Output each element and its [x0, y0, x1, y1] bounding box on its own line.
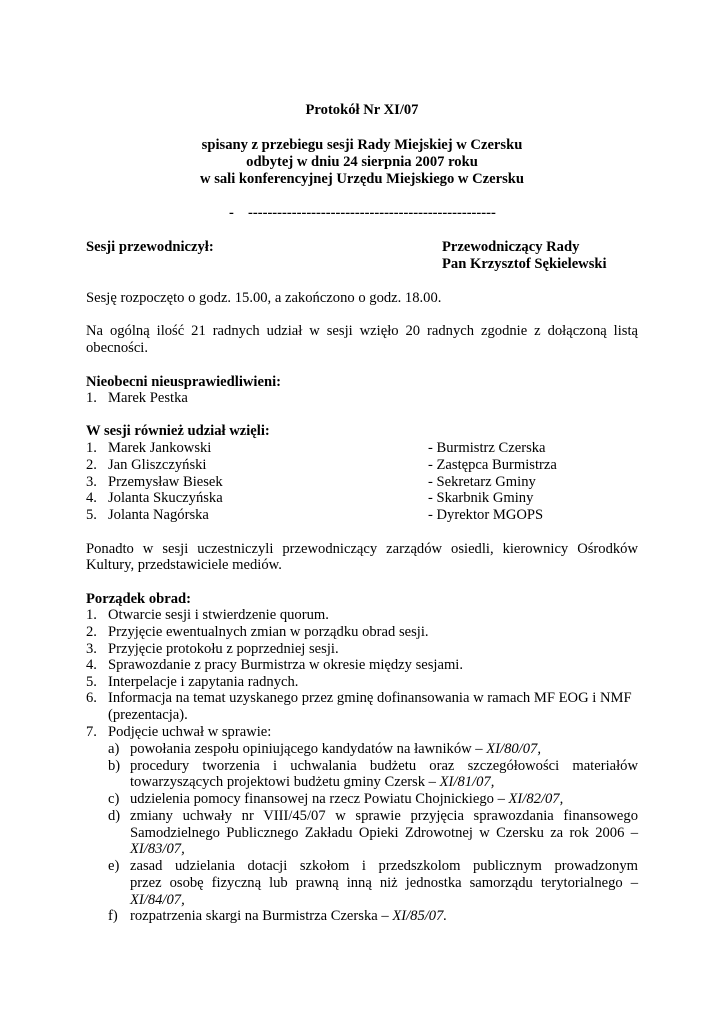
agenda-num: 3. [86, 641, 97, 657]
resolution-ref: XI/84/07, [130, 892, 185, 908]
attendance-line-1: Na ogólną ilość 21 radnych udział w sesji wzięło 20 radnych zgodnie z dołączoną listą [86, 323, 638, 339]
resolution-item: udzielenia pomocy finansowej na rzecz Powiatu Chojnickiego – XI/82/07, [130, 791, 564, 807]
resolution-item: powołania zespołu opiniującego kandydatów na ławników – XI/80/07, [130, 741, 541, 757]
subtitle-line-1: spisany z przebiegu sesji Rady Miejskiej w Czersku [201, 137, 523, 153]
guest-name: Jolanta Nagórska [108, 507, 209, 523]
agenda-item: Otwarcie sesji i stwierdzenie quorum. [108, 607, 329, 623]
guest-num: 3. [86, 474, 97, 490]
resolution-letter: c) [108, 791, 120, 807]
others-line-1: Ponadto w sesji uczestniczyli przewodniczący zarządów osiedli, kierownicy Ośrodków [86, 541, 638, 557]
agenda-num: 2. [86, 624, 97, 640]
resolution-letter: e) [108, 858, 120, 874]
resolution-letter: f) [108, 908, 118, 924]
agenda-item: Sprawozdanie z pracy Burmistrza w okresie między sesjami. [108, 657, 463, 673]
guests-heading: W sesji również udział wzięli: [86, 423, 270, 439]
separator-dash: - [229, 205, 234, 221]
resolution-line-2: przez osobę fizyczną lub prawną inną niż jednostka samorządu terytorialnego – [130, 875, 638, 891]
others-line-2: Kultury, przedstawiciele mediów. [86, 557, 282, 573]
guest-name: Jolanta Skuczyńska [108, 490, 223, 506]
subtitle-line-3: w sali konferencyjnej Urzędu Miejskiego w Czersku [200, 171, 524, 187]
agenda-num: 5. [86, 674, 97, 690]
guest-role: - Burmistrz Czerska [428, 440, 546, 456]
guest-name: Jan Gliszczyński [108, 457, 207, 473]
resolution-ref: XI/80/07, [486, 741, 541, 757]
resolution-line-1: zasad udzielania dotacji szkołom i przedszkolom publicznym prowadzonym [130, 858, 638, 874]
agenda-num: 1. [86, 607, 97, 623]
resolution-ref-line [130, 841, 638, 858]
agenda-num: 7. [86, 724, 97, 740]
attendance-line-2: obecności. [86, 340, 149, 356]
resolution-ref: XI/81/07, [439, 774, 495, 790]
subtitle-line-2: odbytej w dniu 24 sierpnia 2007 roku [246, 154, 478, 170]
resolution-line-2: Samodzielnego Publicznego Zakładu Opieki Zdrowotnej w Czersku za rok 2006 – [130, 825, 638, 841]
absent-heading: Nieobecni nieusprawiedliwieni: [86, 374, 281, 390]
guest-num: 5. [86, 507, 97, 523]
guest-role: - Sekretarz Gminy [428, 474, 536, 490]
resolution-line-1: zmiany uchwały nr VIII/45/07 w sprawie przyjęcia sprawozdania finansowego [130, 808, 638, 824]
chair-label: Sesji przewodniczył: [86, 239, 214, 255]
resolution-line-2: towarzyszących projektowi budżetu gminy Czersk – XI/81/07, [130, 774, 495, 790]
guest-num: 4. [86, 490, 97, 506]
agenda-item: Informacja na temat uzyskanego przez gminę dofinansowania w ramach MF EOG i NMF [108, 690, 632, 706]
absent-num: 1. [86, 390, 97, 406]
agenda-item: Przyjęcie ewentualnych zmian w porządku obrad sesji. [108, 624, 429, 640]
agenda-num: 4. [86, 657, 97, 673]
resolution-ref: XI/85/07. [392, 908, 448, 924]
resolution-letter: a) [108, 741, 120, 757]
agenda-item: Interpelacje i zapytania radnych. [108, 674, 299, 690]
guest-num: 1. [86, 440, 97, 456]
document-title: Protokół Nr XI/07 [305, 102, 419, 118]
resolution-letter: d) [108, 808, 121, 824]
guest-role: - Zastępca Burmistrza [428, 457, 557, 473]
guest-role: - Skarbnik Gminy [428, 490, 534, 506]
resolution-ref: XI/82/07, [508, 791, 564, 807]
chair-name: Pan Krzysztof Sękielewski [442, 256, 607, 272]
resolution-ref-line [130, 892, 638, 909]
resolution-letter: b) [108, 758, 121, 774]
agenda-item: Przyjęcie protokołu z poprzedniej sesji. [108, 641, 339, 657]
agenda-heading: Porządek obrad: [86, 591, 191, 607]
agenda-num: 6. [86, 690, 97, 706]
session-time: Sesję rozpoczęto o godz. 15.00, a zakończono o godz. 18.00. [86, 290, 442, 306]
guest-num: 2. [86, 457, 97, 473]
absent-name: Marek Pestka [108, 390, 188, 406]
resolution-ref: XI/83/07, [130, 841, 185, 857]
guest-name: Przemysław Biesek [108, 474, 223, 490]
resolution-item: rozpatrzenia skargi na Burmistrza Czerska – XI/85/07. [130, 908, 448, 924]
guest-name: Marek Jankowski [108, 440, 212, 456]
separator-line: --------------------------------------------------- [248, 205, 496, 221]
agenda-item-continued: (prezentacja). [108, 707, 188, 723]
guest-role: - Dyrektor MGOPS [428, 507, 544, 523]
resolution-line-1: procedury tworzenia i uchwalania budżetu oraz szczegółowości materiałów [130, 758, 638, 774]
chair-role: Przewodniczący Rady [442, 239, 580, 255]
agenda-item: Podjęcie uchwał w sprawie: [108, 724, 272, 740]
